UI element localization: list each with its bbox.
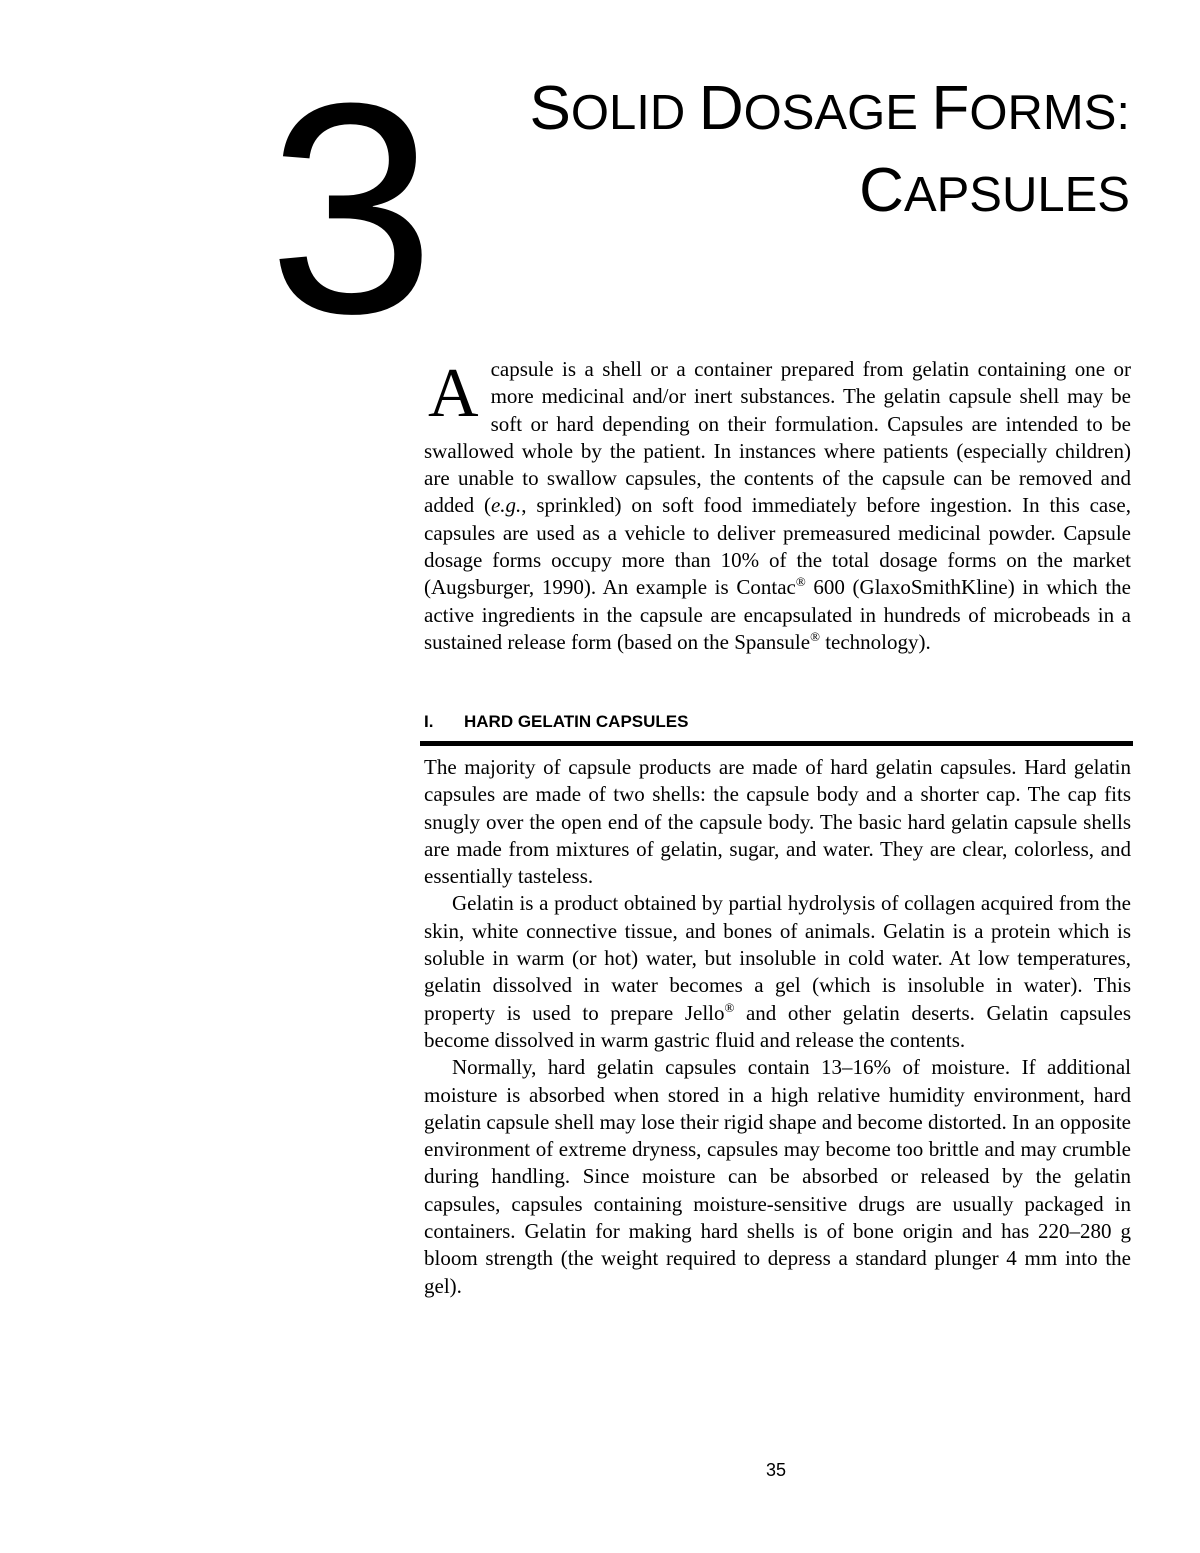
intro-text: 600 (GlaxoSmithKline) in which the active ingredients in the capsule are encapsulated in hundreds of microbeads in a sustained release form (based on the Spansule (424, 575, 1131, 654)
title-smallcaps: APSULES (903, 168, 1130, 222)
title-capital: S (529, 74, 571, 143)
intro-paragraph (424, 356, 1131, 656)
registered-mark: ® (810, 628, 820, 644)
section-rule (420, 741, 1133, 746)
title-smallcaps: OLID (570, 86, 699, 140)
section-title: HARD GELATIN CAPSULES (464, 712, 689, 731)
registered-mark: ® (724, 999, 735, 1015)
page-number: 35 (765, 1460, 787, 1480)
chapter-title (529, 74, 1130, 225)
chapter-title-line-2 (529, 156, 1130, 225)
section-body (424, 754, 1131, 1300)
title-smallcaps: OSAGE (743, 86, 932, 140)
chapter-title-line-1 (529, 74, 1130, 143)
paragraph-text: and other gelatin deserts. Gelatin capsules become dissolved in warm gastric fluid and release the contents. (424, 1000, 1131, 1052)
paragraph-text: Gelatin is a product obtained by partial hydrolysis of collagen acquired from the skin, white connective tissue, and bones of animals. Gelatin is a protein which is soluble in warm (or hot) water, but insoluble in cold water. At low temperatures, gelatin dissolved in water becomes a gel (which is insoluble in water). This property is used to prepare Jello (424, 891, 1131, 1025)
intro-text: , sprinkled) on soft food immediately before ingestion. In this case, capsules are used as a vehicle to deliver premeasured medicinal powder. Capsule dosage forms occupy more than 10% of the total dosage forms on the market (Augsburger, 1990). An example is Contac (424, 493, 1131, 600)
title-smallcaps: ORMS: (969, 86, 1130, 140)
title-capital: F (931, 74, 970, 143)
intro-text: capsule is a shell or a container prepared from gelatin containing one or more medicinal and/or inert substances. The gelatin capsule shell may be soft or hard depending on their formulation. Capsules are intended to be swallowed whole by the patient. In instances where patients (especially children) are unable to swallow capsules, the contents of the capsule can be removed and added ( (424, 357, 1131, 518)
intro-italic-eg: e.g. (490, 493, 522, 518)
section-number: I. (424, 712, 434, 731)
chapter-number: 3 (268, 40, 435, 376)
title-capital: C (859, 156, 904, 225)
paragraph: The majority of capsule products are made of hard gelatin capsules. Hard gelatin capsules are made of two shells: the capsule body and a shorter cap. The cap fits snugly over the open end of the capsule body. The basic hard gelatin capsule shells are made from mixtures of gelatin, sugar, and water. They are clear, colorless, and essentially tasteless. (424, 755, 1131, 889)
drop-cap: A (428, 355, 479, 432)
paragraph: Normally, hard gelatin capsules contain 13–16% of moisture. If additional moisture is absorbed when stored in a high relative humidity environment, hard gelatin capsule shell may lose their rigid shape and become distorted. In an opposite environment of extreme dryness, capsules may become too brittle and may crumble during handling. Since moisture can be absorbed or released by the gelatin capsules, capsules containing moisture-sensitive drugs are usually packaged in containers. Gelatin for making hard shells is of bone origin and has 220–280 g bloom strength (the weight required to depress a standard plunger 4 mm into the gel). (424, 1055, 1131, 1298)
section-heading (424, 712, 688, 732)
registered-mark: ® (795, 574, 806, 590)
title-capital: D (698, 74, 744, 143)
paragraph (424, 890, 1131, 1054)
intro-text: technology). (819, 629, 931, 654)
